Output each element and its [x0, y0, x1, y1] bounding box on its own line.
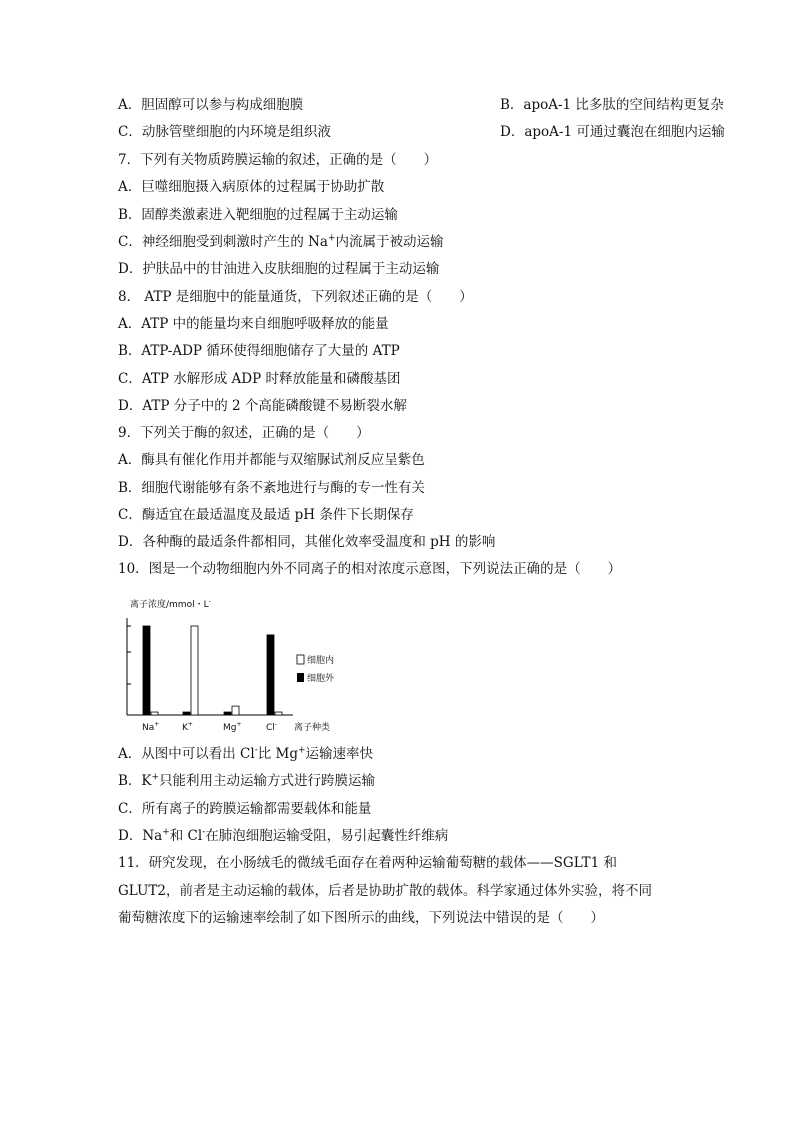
chart-ylabel-sup: - [208, 598, 211, 605]
q10-option-c: C．所有离子的跨膜运输都需要载体和能量 [118, 801, 372, 817]
q10-option-b-tail: 只能利用主动运输方式进行跨膜运输 [159, 773, 376, 789]
chart-ylabel-text: 离子浓度/mmol・L [130, 600, 209, 610]
q10-option-b-text: B．K [118, 773, 152, 789]
q10-option-a-sup1: - [254, 745, 258, 756]
ion-concentration-chart [118, 590, 378, 740]
chart-svg [118, 590, 378, 740]
chart-xlabel: 离子种类 [294, 723, 331, 733]
q7-option-c-text: C．神经细胞受到刺激时产生的 Na [118, 234, 328, 250]
bar-outside-0 [143, 626, 150, 715]
bar-outside-3 [267, 635, 274, 715]
x-tick-label-sup: + [187, 721, 193, 728]
q7-option-c-sup: + [327, 233, 336, 244]
q9-option-b: B．细胞代谢能够有条不紊地进行与酶的专一性有关 [118, 480, 425, 496]
q9-option-d: D．各种酶的最适条件都相同，其催化效率受温度和 pH 的影响 [118, 534, 496, 550]
legend-label-inside: 细胞内 [307, 656, 335, 666]
x-tick-label-sup: + [236, 721, 242, 728]
q7-option-c [118, 233, 444, 251]
q11-stem-line3: 葡萄糖浓度下的运输速率绘制了如下图所示的曲线，下列说法中错误的是（ ） [118, 910, 604, 926]
bar-outside-1 [183, 712, 190, 715]
q10-option-d-mid: 和 Cl [169, 828, 203, 844]
q10-option-d-text: D．Na [118, 828, 163, 844]
q11-stem-line2: GLUT2，前者是主动运输的载体，后者是协助扩散的载体。科学家通过体外实验，将不同 [118, 883, 652, 899]
q10-option-b [118, 772, 375, 790]
x-tick-label [223, 721, 242, 733]
q10-option-d [118, 827, 448, 845]
bar-inside-1 [191, 626, 198, 715]
q9-option-a: A．酶具有催化作用并都能与双缩脲试剂反应呈紫色 [118, 452, 425, 468]
x-tick-label-sup: + [154, 721, 160, 728]
q10-option-a-sup2: + [298, 745, 306, 756]
q10-option-d-tail: 在肺泡细胞运输受阻，易引起囊性纤维病 [205, 828, 449, 844]
bar-outside-2 [224, 712, 231, 715]
q10-option-a-text: A．从图中可以看出 Cl [118, 746, 255, 762]
q10-option-b-sup: + [151, 772, 160, 783]
q6-option-c: C．动脉管壁细胞的内环境是组织液 [118, 124, 331, 140]
q10-option-d-sup2: - [202, 827, 206, 838]
q8-stem: 8． ATP 是细胞中的能量通货，下列叙述正确的是（ ） [118, 289, 473, 305]
bar-inside-2 [232, 706, 239, 715]
q8-option-a: A．ATP 中的能量均来自细胞呼吸释放的能量 [118, 316, 389, 332]
q7-stem: 7．下列有关物质跨膜运输的叙述，正确的是（ ） [118, 152, 438, 168]
q6-option-b: B．apoA-1 比多肽的空间结构更复杂 [500, 97, 724, 113]
q8-option-c: C．ATP 水解形成 ADP 时释放能量和磷酸基团 [118, 371, 401, 387]
q10-option-a [118, 745, 373, 763]
q10-option-a-tail: 运输速率快 [305, 746, 374, 762]
q6-option-d: D．apoA-1 可通过囊泡在细胞内运输 [500, 124, 725, 140]
x-tick-label [266, 721, 277, 733]
q10-option-d-sup1: + [162, 827, 170, 838]
legend-label-outside: 细胞外 [307, 674, 335, 684]
x-tick-label [142, 721, 159, 733]
q7-option-a: A．巨噬细胞摄入病原体的过程属于协助扩散 [118, 179, 385, 195]
q6-row-ab [118, 96, 724, 114]
chart-bars [143, 626, 282, 715]
x-tick-label-base: Cl [266, 723, 275, 733]
x-tick-label-sup: - [274, 721, 277, 728]
q10-option-a-mid: 比 Mg [257, 746, 298, 762]
q9-stem: 9．下列关于酶的叙述，正确的是（ ） [118, 425, 370, 441]
legend-swatch-inside [297, 655, 304, 664]
q8-option-b: B．ATP-ADP 循环使得细胞储存了大量的 ATP [118, 343, 400, 359]
q9-option-c: C．酶适宜在最适温度及最适 pH 条件下长期保存 [118, 507, 414, 523]
chart-x-tick-labels [142, 721, 277, 733]
x-tick-label-base: Mg [223, 723, 237, 733]
bar-inside-0 [151, 712, 158, 715]
x-tick-label-base: Na [142, 723, 155, 733]
q8-option-d: D．ATP 分子中的 2 个高能磷酸键不易断裂水解 [118, 398, 407, 414]
q6-row-cd [118, 123, 725, 141]
q6-option-a: A．胆固醇可以参与构成细胞膜 [118, 97, 304, 113]
q7-option-b: B．固醇类激素进入靶细胞的过程属于主动运输 [118, 207, 398, 223]
q10-stem: 10．图是一个动物细胞内外不同离子的相对浓度示意图，下列说法正确的是（ ） [118, 561, 622, 577]
x-tick-label [182, 721, 193, 733]
bar-inside-3 [275, 712, 282, 715]
q7-option-c-tail: 内流属于被动运输 [335, 234, 444, 250]
chart-ylabel [130, 598, 211, 610]
q11-stem-line1: 11．研究发现，在小肠绒毛的微绒毛面存在着两种运输葡萄糖的载体——SGLT1 和 [118, 855, 617, 871]
legend-swatch-outside [297, 673, 304, 682]
x-tick-label-base: K [182, 723, 188, 733]
q7-option-d: D．护肤品中的甘油进入皮肤细胞的过程属于主动运输 [118, 261, 440, 277]
